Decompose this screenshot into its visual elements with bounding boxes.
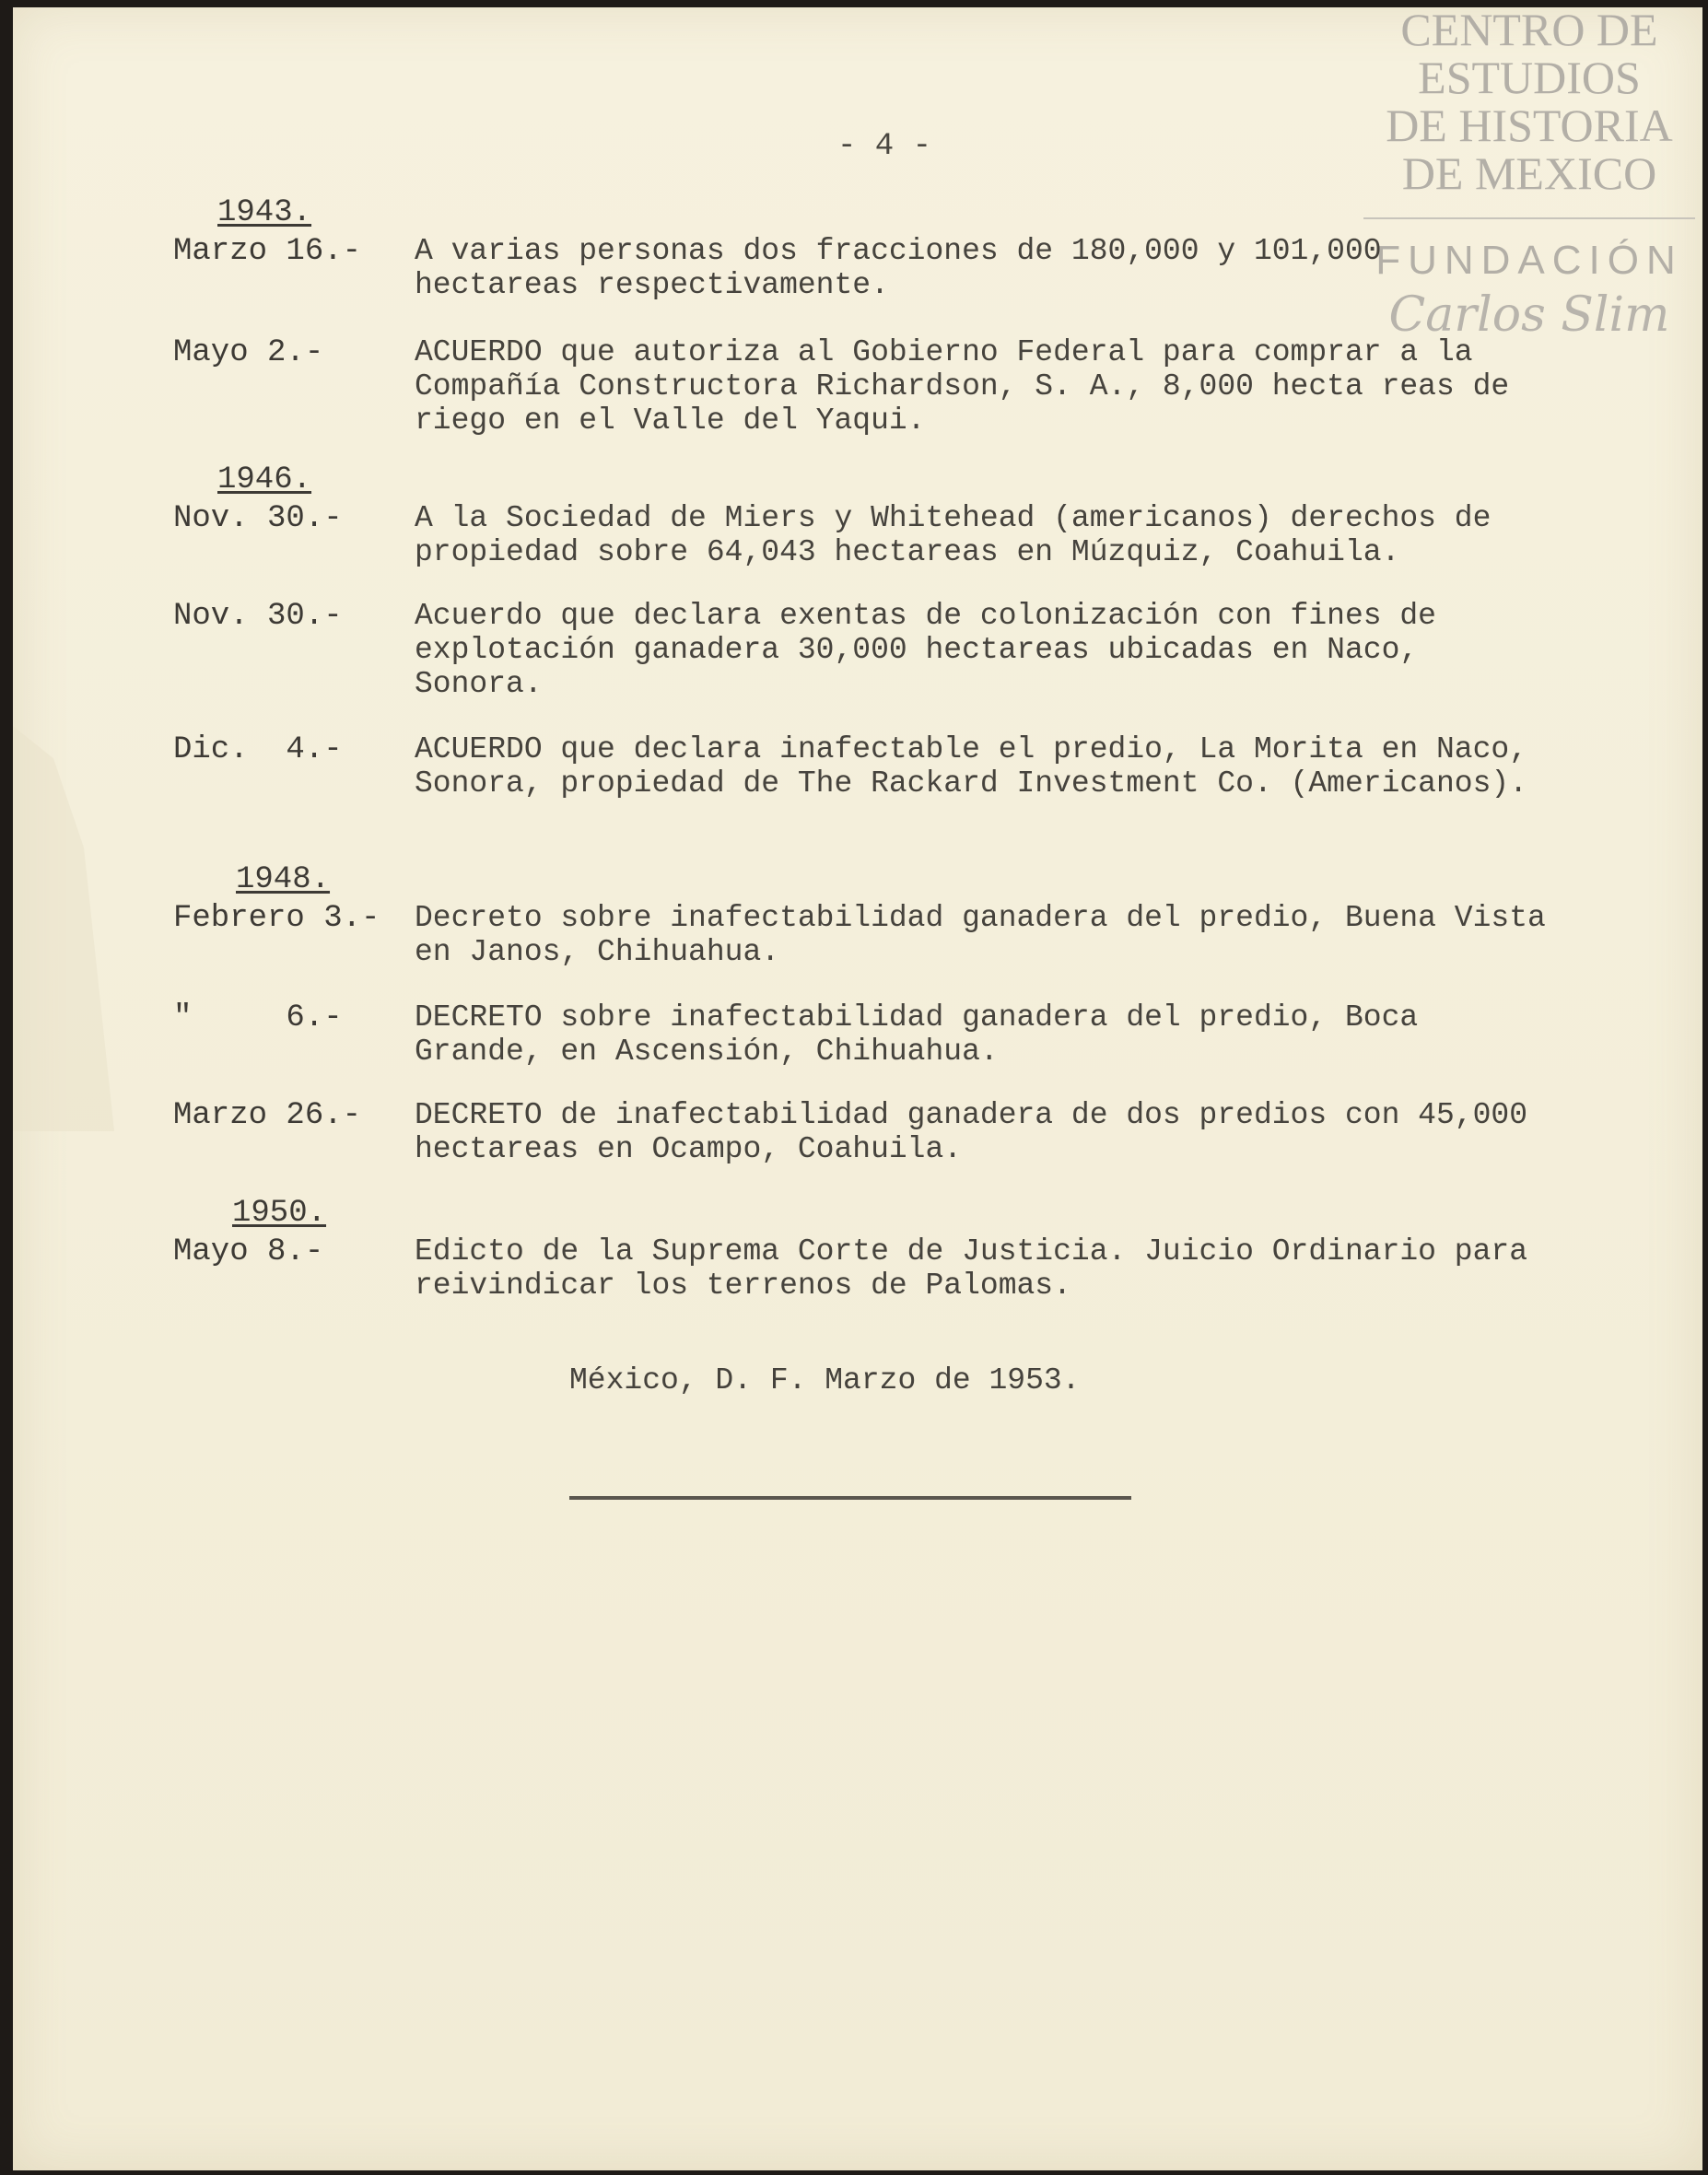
entry-date: Mayo 2.- — [173, 335, 324, 370]
watermark-foundation: FUNDACIÓN — [1363, 217, 1695, 284]
entry-date: Dic. 4.- — [173, 732, 343, 767]
entry-date: Nov. 30.- — [173, 501, 343, 536]
entry-date: Nov. 30.- — [173, 599, 343, 634]
entry-text: DECRETO de inafectabilidad ganadera de dos predios con 45,000 hectareas en Ocampo, Coahuila. — [415, 1098, 1527, 1166]
torn-edge — [13, 726, 114, 1131]
year-heading: 1946. — [217, 462, 312, 497]
page-number: - 4 - — [836, 129, 932, 164]
watermark-line: ESTUDIOS — [1418, 52, 1641, 103]
entry-date: Marzo 26.- — [173, 1098, 362, 1133]
entry-text: ACUERDO que autoriza al Gobierno Federal para comprar a la Compañía Constructora Richardson, S. A., 8,000 hecta reas de riego en el Valle del Yaqui. — [415, 335, 1510, 438]
signature-line — [569, 1496, 1131, 1500]
closing-place-date: México, D. F. Marzo de 1953. — [569, 1363, 1081, 1397]
entry-text: DECRETO sobre inafectabilidad ganadera del predio, Boca Grande, en Ascensión, Chihuahua. — [415, 1000, 1419, 1069]
entry-date: Marzo 16.- — [173, 234, 362, 269]
year-heading: 1943. — [217, 195, 312, 230]
entry-date: " 6.- — [173, 1000, 343, 1035]
watermark-signature: Carlos Slim — [1388, 287, 1670, 343]
watermark-line: CENTRO DE — [1400, 4, 1658, 55]
year-heading: 1950. — [232, 1196, 327, 1231]
entry-text: Edicto de la Suprema Corte de Justicia. Juicio Ordinario para reivindicar los terrenos de Palomas. — [415, 1234, 1527, 1303]
year-heading: 1948. — [236, 862, 331, 897]
entry-text: A la Sociedad de Miers y Whitehead (americanos) derechos de propiedad sobre 64,043 hectareas en Múzquiz, Coahuila. — [415, 501, 1492, 569]
entry-text: Acuerdo que declara exentas de colonización con fines de explotación ganadera 30,000 hectareas ubicadas en Naco, Sonora. — [415, 599, 1436, 701]
entry-date: Mayo 8.- — [173, 1234, 324, 1269]
watermark-line: DE HISTORIA — [1386, 99, 1673, 151]
entry-date: Febrero 3.- — [173, 901, 380, 936]
entry-text: ACUERDO que declara inafectable el predio, La Morita en Naco, Sonora, propiedad de The Rackard Investment Co. (Americanos). — [415, 732, 1527, 801]
watermark-line: DE MEXICO — [1401, 147, 1657, 199]
entry-text: Decreto sobre inafectabilidad ganadera del predio, Buena Vista en Janos, Chihuahua. — [415, 901, 1546, 969]
entry-text: A varias personas dos fracciones de 180,000 y 101,000 hectareas respectivamente. — [415, 234, 1382, 302]
